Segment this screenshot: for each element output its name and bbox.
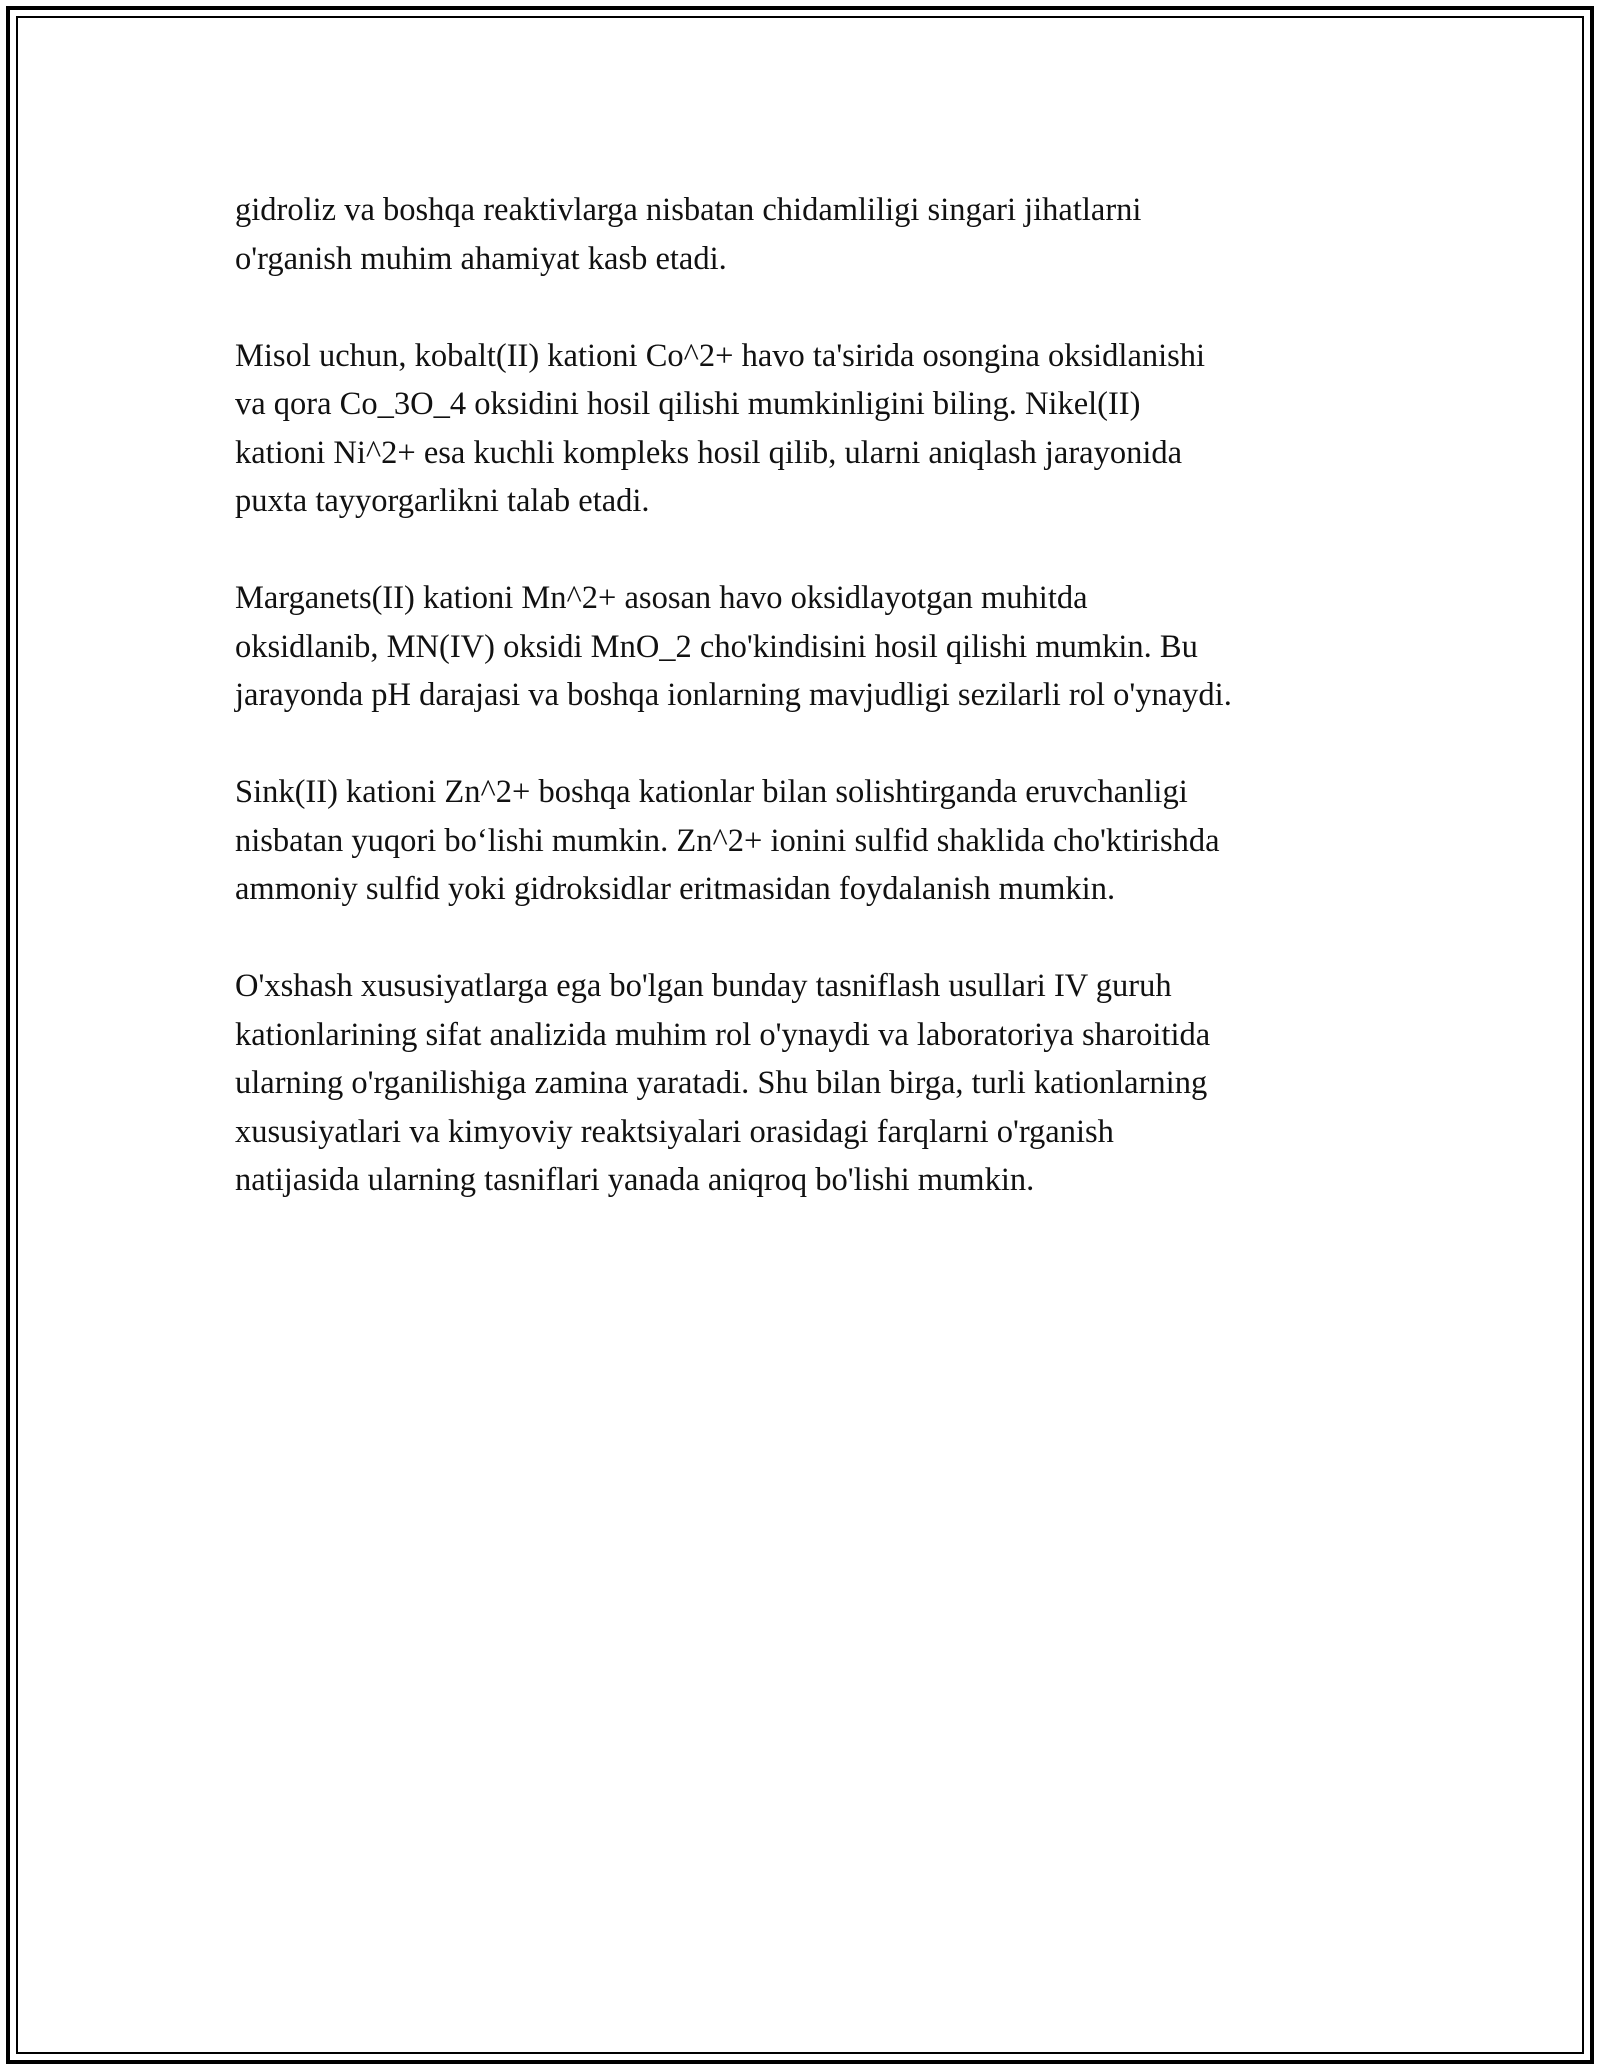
paragraph-2: Misol uchun, kobalt(II) kationi Co^2+ havo ta'sirida osongina oksidlanishi va qora Co_3O_4 oksidini hosil qilishi mumkinligini biling. Nikel(II) kationi Ni^2+ esa kuchli kompleks hosil qilib, ularni aniqlash jarayonida puxta tayyorgarlikni talab etadi.	[235, 337, 1206, 519]
paragraph-3: Marganets(II) kationi Mn^2+ asosan havo oksidlayotgan muhitda oksidlanib, MN(IV) oksidi MnO_2 cho'kindisini hosil qilishi mumkin. Bu jarayonda pH darajasi va boshqa ionlarning mavjudligi sezilarli rol o'ynaydi.	[235, 580, 1232, 713]
paragraph-5: O'xshash xususiyatlarga ega bo'lgan bunday tasniflash usullari IV guruh kationlarining sifat analizida muhim rol o'ynaydi va laboratoriya sharoitida ularning o'rganilishiga zamina yaratadi. Shu bilan birga, turli kationlarning xususiyatlari va kimyoviy reaktsiyalari orasidagi farqlarni o'rganish natijasida ularning tasniflari yanada aniqroq bo'lishi mumkin.	[235, 968, 1211, 1198]
paragraph-1: gidroliz va boshqa reaktivlarga nisbatan chidamliligi singari jihatlarni o'rganish muhim ahamiyat kasb etadi.	[235, 192, 1142, 277]
paragraph-4: Sink(II) kationi Zn^2+ boshqa kationlar bilan solishtirganda eruvchanligi nisbatan yuqori bo‘lishi mumkin. Zn^2+ ionini sulfid shaklida cho'ktirishda ammoniy sulfid yoki gidroksidlar eritmasidan foydalanish mumkin.	[235, 774, 1220, 907]
document-body	[235, 186, 1385, 1253]
